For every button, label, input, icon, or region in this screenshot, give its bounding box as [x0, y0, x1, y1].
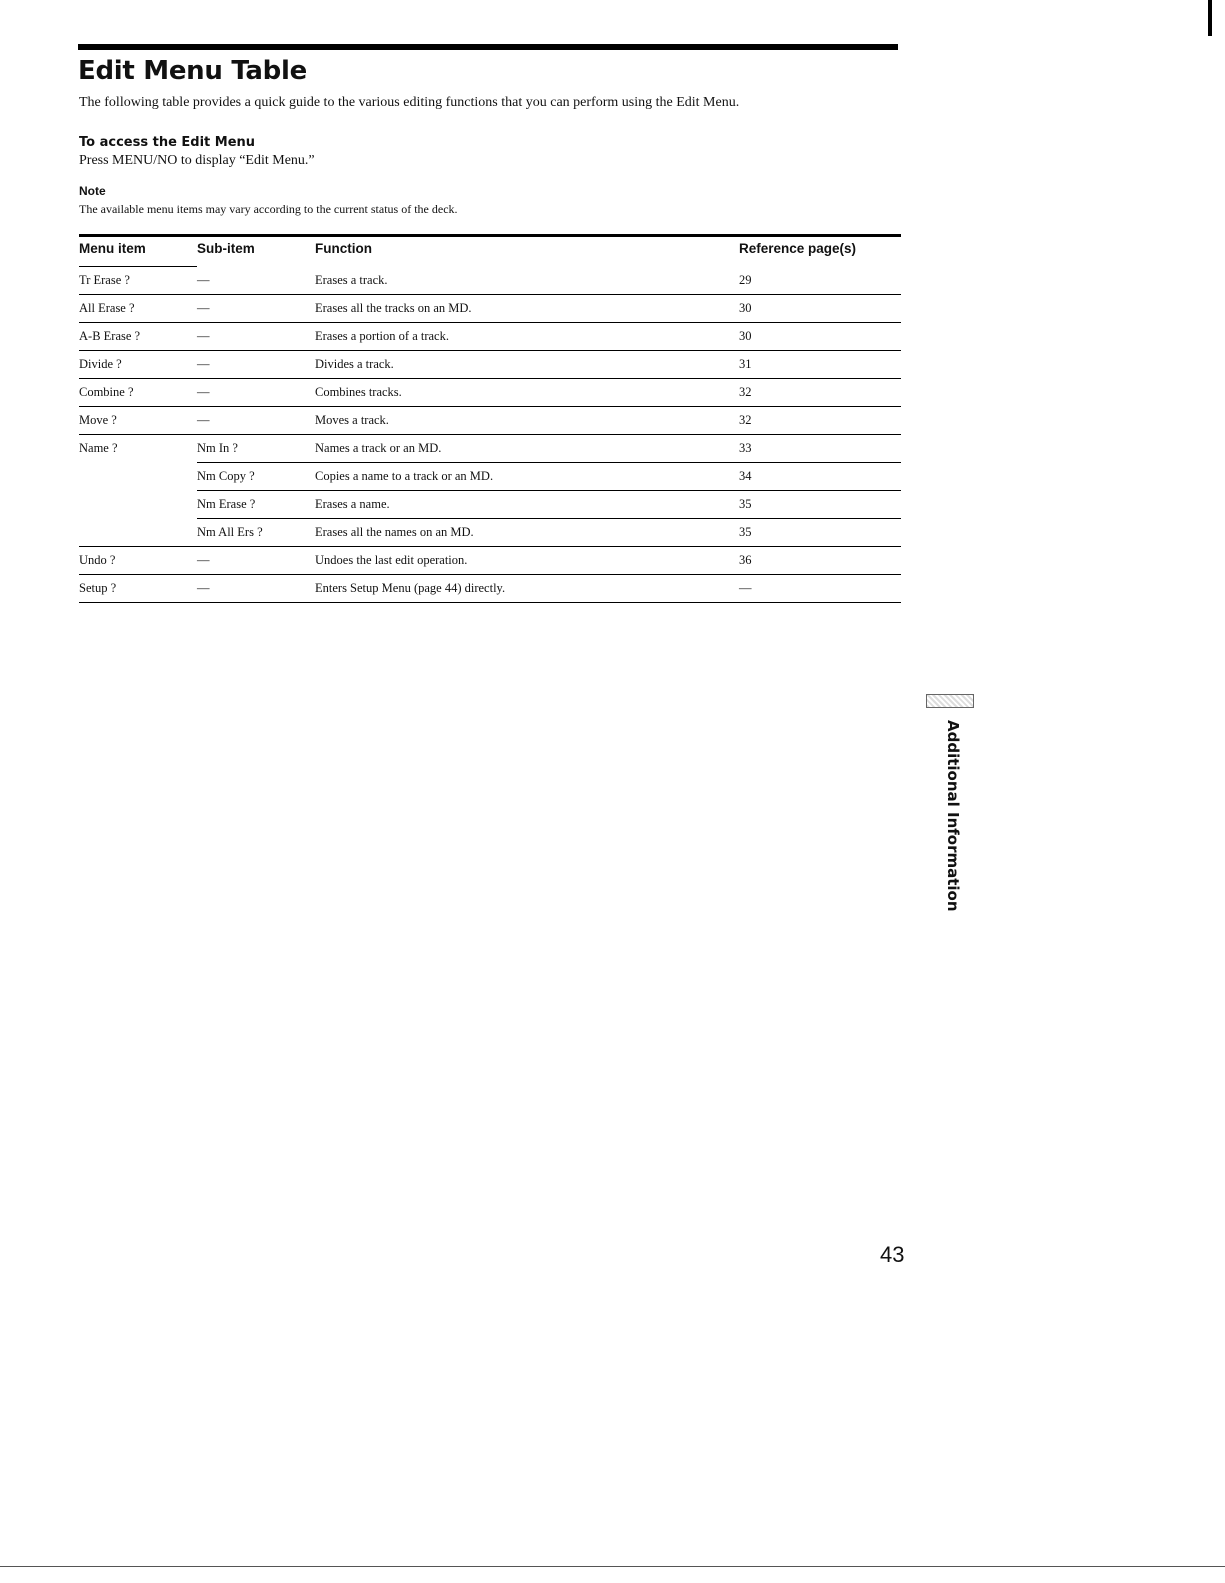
- table-row: [79, 351, 901, 379]
- table-row: [79, 491, 901, 519]
- function-cell: Names a track or an MD.: [315, 435, 739, 463]
- table-row: [79, 519, 901, 547]
- sub-item-cell: —: [197, 323, 315, 351]
- reference-cell: 30: [739, 295, 901, 323]
- page-title: Edit Menu Table: [78, 56, 307, 86]
- sub-item-cell: —: [197, 407, 315, 435]
- section-tab-label: Additional Information: [944, 720, 962, 912]
- sub-item-cell: —: [197, 267, 315, 295]
- menu-item-cell: Name ?: [79, 441, 118, 456]
- table-row: [79, 407, 901, 435]
- table-row: [79, 575, 901, 603]
- note-heading: Note: [79, 184, 106, 198]
- header-menu-item: Menu item: [79, 236, 197, 267]
- sub-item-cell: Nm Erase ?: [197, 491, 315, 519]
- reference-cell: 34: [739, 463, 901, 491]
- table-row: [79, 435, 901, 463]
- menu-item-cell: [79, 463, 197, 491]
- table-row: [79, 295, 901, 323]
- reference-cell: 33: [739, 435, 901, 463]
- table-row: [79, 323, 901, 351]
- function-cell: Moves a track.: [315, 407, 739, 435]
- reference-cell: —: [739, 575, 901, 603]
- function-cell: Erases all the tracks on an MD.: [315, 295, 739, 323]
- reference-cell: 36: [739, 547, 901, 575]
- reference-cell: 35: [739, 491, 901, 519]
- bottom-rule: [0, 1566, 1225, 1567]
- function-cell: Undoes the last edit operation.: [315, 547, 739, 575]
- header-function: Function: [315, 241, 372, 256]
- function-cell: Enters Setup Menu (page 44) directly.: [315, 575, 739, 603]
- menu-item-cell: [79, 519, 197, 547]
- table-row: [79, 547, 901, 575]
- reference-cell: 32: [739, 379, 901, 407]
- menu-item-cell: All Erase ?: [79, 295, 197, 323]
- reference-cell: 29: [739, 267, 901, 295]
- note-text: The available menu items may vary according to the current status of the deck.: [79, 202, 458, 216]
- reference-cell: 30: [739, 323, 901, 351]
- sub-item-cell: —: [197, 379, 315, 407]
- intro-paragraph: The following table provides a quick guide to the various editing functions that you can perform using the Edit Menu.: [79, 95, 740, 110]
- edit-menu-table: [79, 234, 901, 603]
- sub-item-cell: —: [197, 295, 315, 323]
- header-reference: Reference page(s): [739, 241, 857, 256]
- top-rule: [78, 44, 898, 50]
- function-cell: Erases all the names on an MD.: [315, 519, 739, 547]
- sub-item-cell: Nm In ?: [197, 435, 315, 463]
- menu-item-cell: Tr Erase ?: [79, 267, 197, 295]
- function-cell: Erases a portion of a track.: [315, 323, 739, 351]
- sub-item-cell: —: [197, 351, 315, 379]
- function-cell: Copies a name to a track or an MD.: [315, 463, 739, 491]
- access-text: Press MENU/NO to display “Edit Menu.”: [79, 153, 315, 168]
- reference-cell: 32: [739, 407, 901, 435]
- table-row: [79, 379, 901, 407]
- function-cell: Erases a name.: [315, 491, 739, 519]
- menu-item-cell: Undo ?: [79, 547, 197, 575]
- table-row: [79, 463, 901, 491]
- reference-cell: 35: [739, 519, 901, 547]
- menu-item-cell: Setup ?: [79, 575, 197, 603]
- table-row: [79, 267, 901, 295]
- page-number: 43: [880, 1242, 905, 1267]
- menu-item-cell: A-B Erase ?: [79, 323, 197, 351]
- section-tab-marker: [926, 694, 974, 708]
- function-cell: Combines tracks.: [315, 379, 739, 407]
- table-header-row: [79, 236, 901, 267]
- function-cell: Divides a track.: [315, 351, 739, 379]
- sub-item-cell: Nm All Ers ?: [197, 519, 315, 547]
- menu-item-cell: Move ?: [79, 407, 197, 435]
- header-sub-item: Sub-item: [197, 241, 255, 256]
- menu-item-cell: [79, 491, 197, 519]
- sub-item-cell: —: [197, 547, 315, 575]
- menu-item-cell: Combine ?: [79, 379, 197, 407]
- sub-item-cell: —: [197, 575, 315, 603]
- scan-edge-mark: [1208, 0, 1212, 36]
- menu-item-cell: Divide ?: [79, 351, 197, 379]
- function-cell: Erases a track.: [315, 267, 739, 295]
- access-heading: To access the Edit Menu: [79, 135, 256, 150]
- reference-cell: 31: [739, 351, 901, 379]
- sub-item-cell: Nm Copy ?: [197, 463, 315, 491]
